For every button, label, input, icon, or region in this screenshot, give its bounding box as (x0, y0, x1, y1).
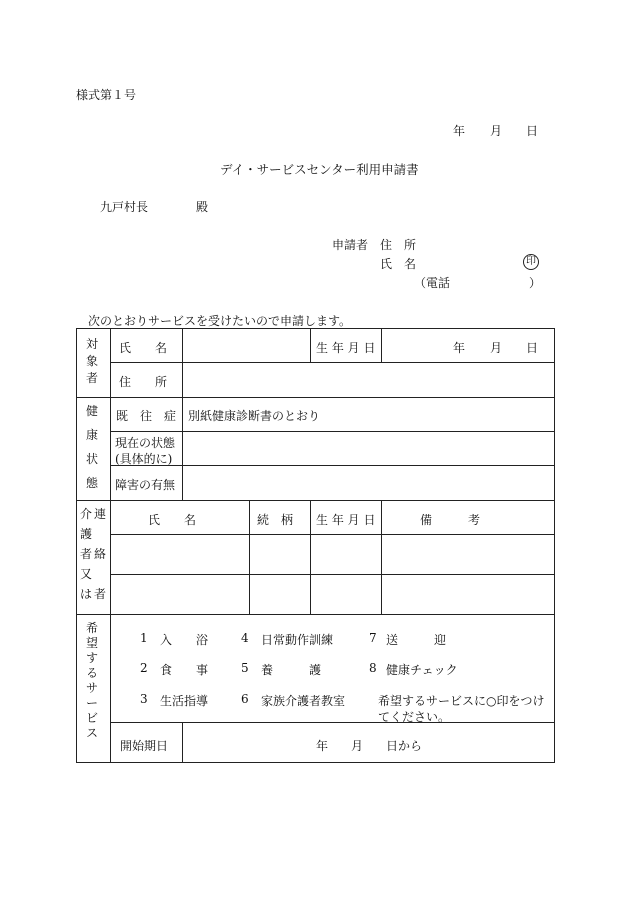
service-8-number: 8 (369, 661, 377, 675)
subject-birth-month: 月 (490, 341, 503, 355)
caregiver-relation-label: 続 柄 (257, 513, 294, 527)
phone-open: （電話 (414, 276, 451, 290)
document-title: デイ・サービスセンター利用申請書 (220, 162, 419, 177)
service-7-name: 送 迎 (386, 633, 447, 647)
service-4-name: 日常動作訓練 (261, 633, 334, 647)
service-1-number: 1 (140, 631, 148, 645)
service-3-name: 生活指導 (160, 694, 209, 708)
service-4-number: 4 (241, 631, 249, 645)
phone-close: ） (529, 276, 542, 290)
applicant-address-label: 住 所 (380, 238, 417, 252)
caregiver-name-label: 氏 名 (148, 513, 197, 527)
date-month: 月 (490, 124, 503, 138)
health-section-label: 健 康 状 態 (86, 404, 99, 490)
caregiver-remarks-label: 備 考 (420, 513, 481, 527)
subject-address-label: 住 所 (119, 375, 168, 389)
intro-text: 次のとおりサービスを受けたいので申請します。 (88, 314, 352, 328)
health-disability-label: 障害の有無 (115, 478, 176, 492)
applicant-label: 申請者 (332, 238, 369, 252)
service-8-name: 健康チェック (386, 663, 458, 677)
service-6-number: 6 (241, 692, 249, 706)
form-number: 様式第１号 (76, 88, 137, 102)
service-2-number: 2 (140, 661, 148, 675)
services-note-line1: 希望するサービスに○印をつけ (378, 694, 545, 708)
date-year: 年 (453, 124, 466, 138)
subject-birth-year: 年 (453, 341, 466, 355)
subject-birth-day: 日 (526, 341, 539, 355)
service-7-number: 7 (369, 631, 377, 645)
health-history-label: 既 往 症 (116, 409, 177, 423)
seal-mark-icon: 印 (523, 254, 539, 270)
subject-name-label: 氏 名 (119, 341, 168, 355)
addressee-honorific: 殿 (196, 200, 209, 214)
service-2-name: 食 事 (160, 663, 209, 677)
service-5-number: 5 (241, 661, 249, 675)
service-1-name: 入 浴 (160, 633, 209, 647)
applicant-name-label: 氏 名 (380, 257, 417, 271)
health-current-label-2: (具体的に) (115, 452, 173, 466)
start-date-label: 開始期日 (120, 739, 169, 753)
services-section-label: 希 望 す る サ ー ビ ス (86, 621, 99, 740)
start-date-month: 月 (351, 739, 364, 753)
addressee-name: 九戸村長 (100, 200, 149, 214)
health-current-label-1: 現在の状態 (115, 436, 176, 450)
service-5-name: 養 護 (261, 663, 322, 677)
caregiver-section-label-col2: 連 絡 者 (94, 507, 107, 601)
service-3-number: 3 (140, 692, 148, 706)
services-note-line2: てください。 (378, 710, 451, 724)
subject-section-label: 対 象 者 (86, 337, 99, 385)
start-date-year: 年 (316, 739, 329, 753)
health-history-value: 別紙健康診断書のとおり (188, 409, 321, 423)
caregiver-birth-label: 生 年 月 日 (316, 513, 376, 527)
start-date-day: 日から (386, 739, 423, 753)
subject-birth-label: 生 年 月 日 (316, 341, 376, 355)
caregiver-section-label-col1: 介 護 者 又 は (80, 507, 93, 601)
date-day: 日 (526, 124, 539, 138)
service-6-name: 家族介護者教室 (261, 694, 346, 708)
